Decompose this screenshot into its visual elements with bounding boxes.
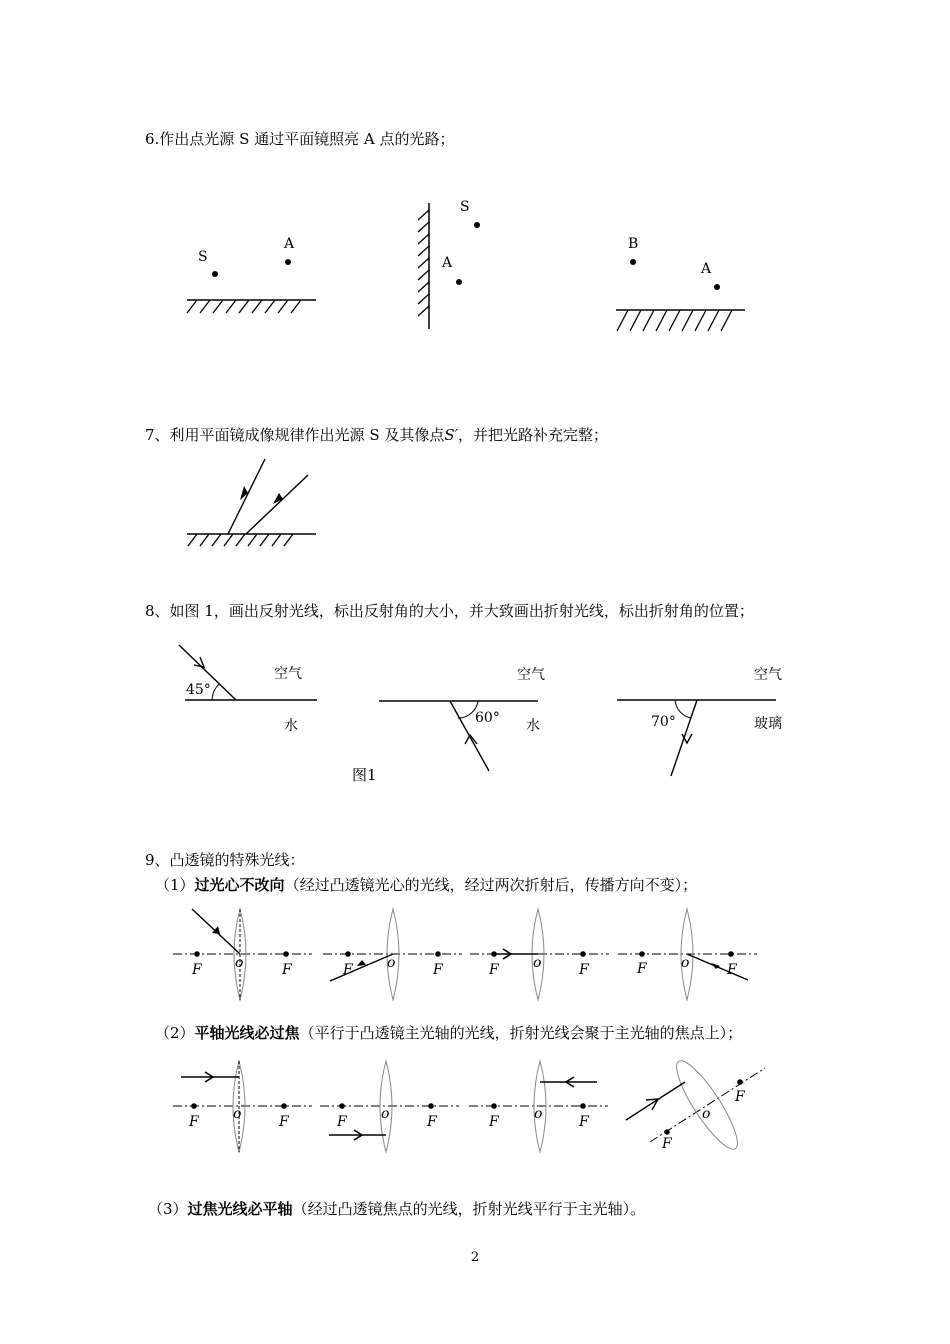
q8-figure-c (617, 666, 782, 776)
q7-figure (187, 459, 316, 546)
focus-point (194, 951, 200, 957)
angle-label-45: 45° (186, 682, 211, 698)
point-s (212, 271, 218, 277)
focus-point (664, 1129, 670, 1135)
label-f: F (637, 961, 647, 977)
question-7-suffix: ，并把光路补充完整； (458, 426, 609, 444)
arrow-head (194, 657, 204, 667)
label-f: F (189, 1114, 199, 1130)
item-1-number: （1） (155, 876, 195, 894)
angle-arc (675, 700, 691, 718)
focus-point (737, 1079, 743, 1085)
arrow-head (212, 926, 220, 934)
lens-row-2 (173, 1054, 765, 1155)
label-f: F (343, 962, 353, 978)
mirror-hatch (617, 310, 732, 331)
q8-figure-a (179, 645, 317, 734)
label-f: F (433, 962, 443, 978)
focus-point (345, 951, 351, 957)
focus-point (639, 951, 645, 957)
point-s (474, 222, 480, 228)
arrow-head (357, 960, 366, 966)
focus-point (428, 1103, 434, 1109)
item-1-bold: 过光心不改向 (194, 876, 285, 894)
question-7-sprime: S′ (444, 426, 459, 444)
lens (668, 1054, 746, 1155)
q6-figure-2 (418, 199, 480, 329)
item-2-bold: 平轴光线必过焦 (194, 1024, 300, 1042)
label-f: F (192, 962, 202, 978)
label-o: o (534, 1106, 543, 1122)
focus-point (435, 951, 441, 957)
item-2-number: （2） (155, 1024, 195, 1042)
item-1-rest: （经过凸透镜光心的光线，经过两次折射后，传播方向不变）； (284, 876, 698, 894)
label-o: o (233, 1106, 242, 1122)
focus-point (728, 951, 734, 957)
focus-point (580, 951, 586, 957)
label-f: F (579, 962, 589, 978)
label-f: F (279, 1114, 289, 1130)
question-6: 6.作出点光源 S 通过平面镜照亮 A 点的光路； (145, 130, 455, 148)
arrow-head (273, 493, 283, 504)
point-a (714, 284, 720, 290)
label-a: A (442, 255, 453, 271)
q6-figure-3 (616, 236, 745, 331)
label-water: 水 (526, 718, 540, 734)
figure-caption: 图1 (352, 766, 377, 784)
ray (330, 954, 396, 981)
focus-point (580, 1103, 586, 1109)
label-f: F (735, 1089, 745, 1105)
question-7-prefix: 7、利用平面镜成像规律作出光源 S 及其像点 (145, 426, 445, 444)
label-o: o (235, 955, 244, 971)
label-f: F (489, 1114, 499, 1130)
label-o: o (533, 955, 542, 971)
label-o: o (702, 1106, 711, 1122)
lens-row-1 (173, 909, 757, 1000)
label-f: F (489, 962, 499, 978)
label-a: A (701, 261, 712, 277)
label-f: F (337, 1114, 347, 1130)
q8-figure-b (379, 666, 545, 771)
label-a: A (284, 236, 295, 252)
point-a (456, 279, 462, 285)
focus-point (281, 1103, 287, 1109)
q6-figure-1 (187, 236, 316, 313)
label-air: 空气 (754, 667, 782, 683)
item-2-rest: （平行于凸透镜主光轴的光线，折射光线会聚于主光轴的焦点上）； (299, 1024, 743, 1042)
focus-point (191, 1103, 197, 1109)
label-o: o (681, 955, 690, 971)
label-air: 空气 (274, 666, 302, 682)
question-8: 8、如图 1，画出反射光线，标出反射角的大小，并大致画出折射光线，标出折射角的位置； (145, 602, 754, 620)
reflected-ray-1 (228, 459, 265, 534)
angle-label-60: 60° (475, 710, 500, 726)
label-f: F (427, 1114, 437, 1130)
focus-point (339, 1103, 345, 1109)
item-3-number: （3） (148, 1200, 188, 1218)
item-3-rest: （经过凸透镜焦点的光线，折射光线平行于主光轴）。 (292, 1200, 646, 1218)
focus-point (283, 951, 289, 957)
label-f: F (662, 1136, 672, 1152)
label-s: S (198, 249, 208, 265)
reflected-ray-2 (246, 475, 308, 534)
ray (626, 1082, 685, 1120)
label-f: F (727, 962, 737, 978)
label-air: 空气 (517, 667, 545, 683)
arrow-head (240, 486, 248, 500)
vertical-mirror-hatch (418, 210, 429, 316)
item-3-bold: 过焦光线必平轴 (187, 1200, 293, 1218)
label-f: F (282, 962, 292, 978)
label-glass: 玻璃 (754, 716, 782, 732)
label-o: o (387, 955, 396, 971)
point-a (285, 259, 291, 265)
focus-point (491, 1103, 497, 1109)
mirror-hatch (187, 300, 301, 313)
question-9-title: 9、凸透镜的特殊光线： (145, 851, 305, 869)
label-water: 水 (284, 718, 298, 734)
label-s: S (460, 199, 470, 215)
label-f: F (579, 1114, 589, 1130)
point-b (630, 259, 636, 265)
angle-label-70: 70° (651, 714, 676, 730)
label-b: B (628, 236, 639, 252)
page-number: 2 (470, 1250, 480, 1265)
mirror-hatch (188, 534, 293, 546)
label-o: o (381, 1106, 390, 1122)
focus-point (491, 951, 497, 957)
angle-arc (212, 684, 219, 700)
